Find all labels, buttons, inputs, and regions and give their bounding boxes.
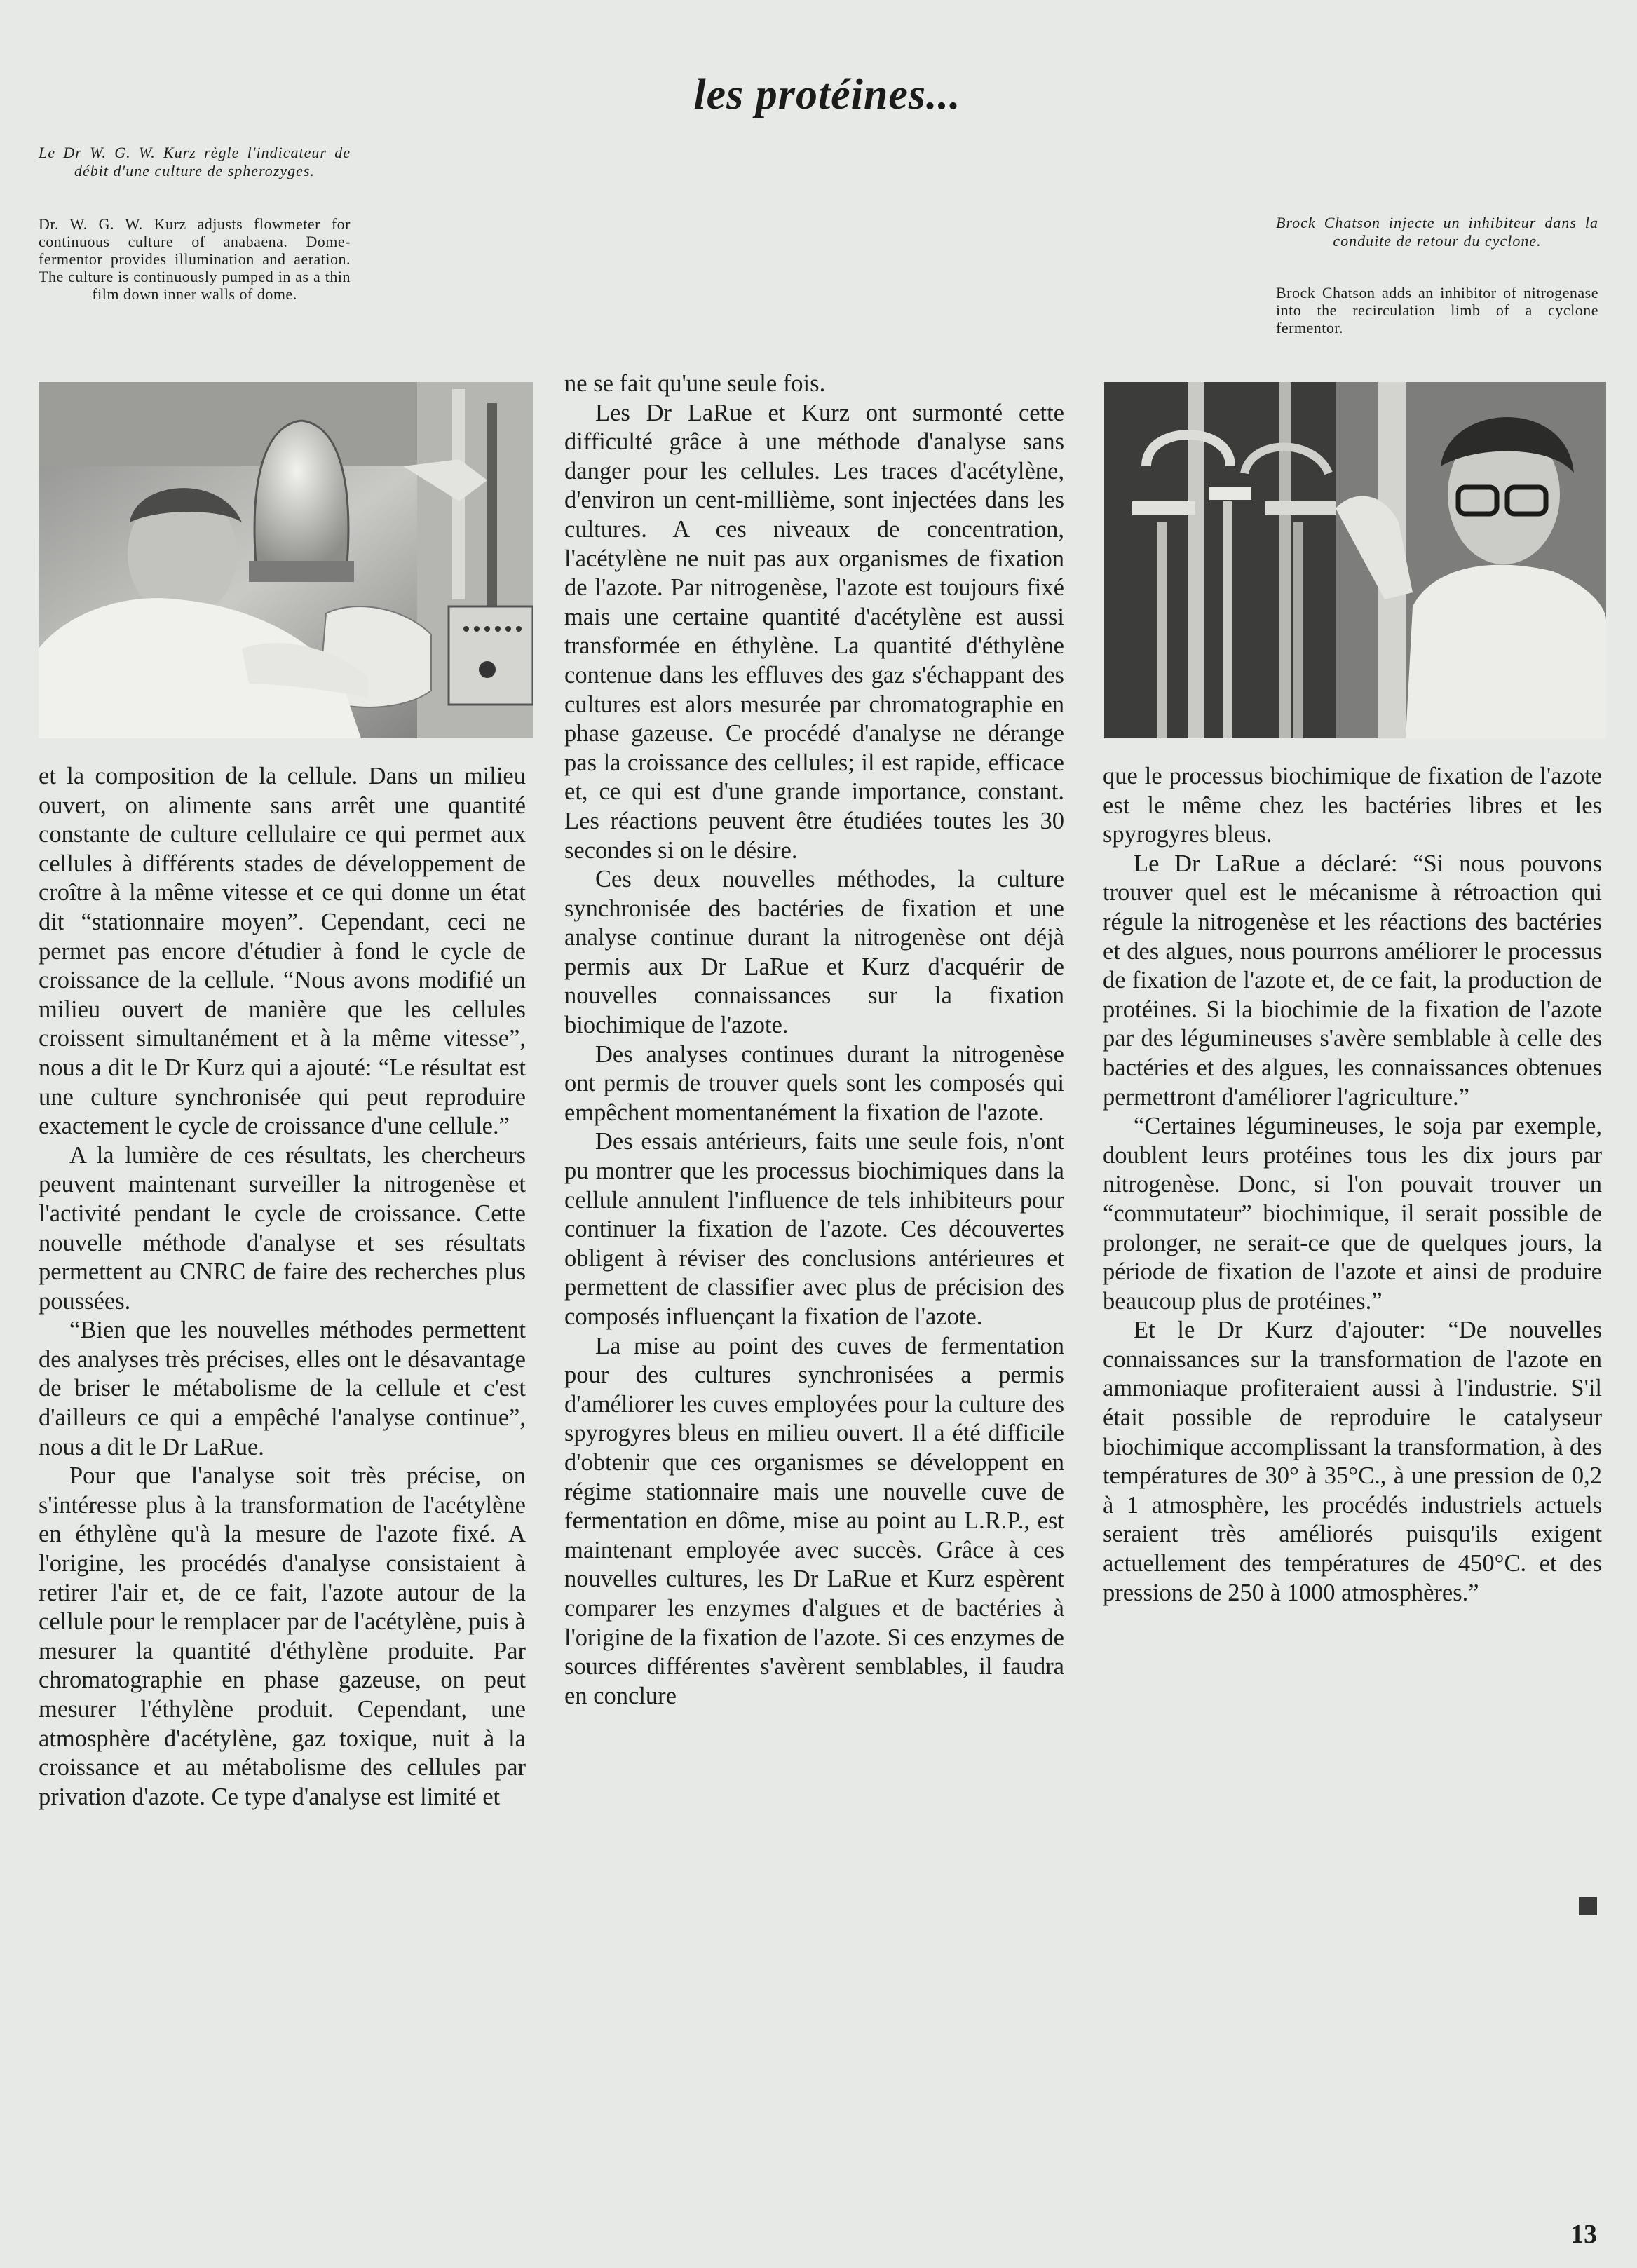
photo-chatson-cyclone-image <box>1104 382 1606 738</box>
photo-kurz-fermentor-image <box>39 382 533 738</box>
page-number: 13 <box>1570 2220 1597 2249</box>
end-of-article-mark <box>1579 1897 1597 1915</box>
photo-kurz-fermentor <box>39 382 533 738</box>
photo-caption-left-fr: Le Dr W. G. W. Kurz règle l'indicateur de débit d'une culture de spherozyges. <box>39 144 351 179</box>
paragraph: que le processus biochimique de fixation de l'azote est le même chez les bactéries libres et les spyrogyres bleus. <box>1103 763 1602 848</box>
paragraph: et la composition de la cellule. Dans un milieu ouvert, on alimente sans arrêt une quantité constante de culture cellulaire ce qui permet aux cellules à différents stades de développement de croître à la même vitesse et ce qui donne un état dit “stationnaire moyen”. Cependant, ceci ne permet pas encore d'étudier à fond le cycle de croissance de la cellule. “Nous avons modifié un milieu ouvert de manière que les cellules croissent simultanément et à la même vitesse”, nous a dit le Dr Kurz qui a ajouté: “Le résultat est une culture synchronisée qui peut reproduire exactement le cycle de croissance d'une cellule.” <box>39 763 526 1140</box>
photo-caption-right-en: Brock Chatson adds an inhibitor of nitrogenase into the recirculation limb of a cyclone fermentor. <box>1276 284 1598 337</box>
article-column-2 <box>564 369 1064 1711</box>
page-title: les protéines... <box>693 71 961 118</box>
paragraph: Pour que l'analyse soit très précise, on s'intéresse plus à la transformation de l'acétylène en éthylène qu'à la mesure de l'azote fixé. A l'origine, les procédés d'analyse consistaient à retirer l'air et, de ce fait, l'azote autour de la cellule pour le remplacer par de l'acétylène, puis à mesurer la quantité d'éthylène produite. Par chromatographie en phase gazeuse, on peut mesurer l'éthylène produit. Cependant, une atmosphère d'acétylène, gaz toxique, nuit à la croissance et au métabolisme des cellules par privation d'azote. Ce type d'analyse est limité et <box>39 1462 526 1810</box>
paragraph: Ces deux nouvelles méthodes, la culture synchronisée des bactéries de fixation et une analyse continue durant la nitrogenèse ont déjà permis aux Dr LaRue et Kurz d'acquérir de nouvelles connaissances sur la fixation biochimique de l'azote. <box>564 866 1064 1039</box>
paragraph: Et le Dr Kurz d'ajouter: “De nouvelles connaissances sur la transformation de l'azote en ammoniaque profiteraient aussi à l'industrie. S'il était possible de reproduire le catalyseur biochimique accomplissant la transformation, à des températures de 30° à 35°C., à une pression de 0,2 à 1 atmosphère, les procédés industriels actuels seraient très améliorés puisqu'ils exigent actuellement des températures de 450°C. et des pressions de 250 à 1000 atmosphères.” <box>1103 1317 1602 1606</box>
paragraph: “Certaines légumineuses, le soja par exemple, doublent leurs protéines tous les dix jours par nitrogenèse. Donc, si l'on pouvait trouver un “commutateur” biochimique, il serait possible de prolonger, ne serait-ce que de quelques jours, la période de fixation de l'azote et ainsi de produire beaucoup plus de protéines.” <box>1103 1113 1602 1315</box>
photo-chatson-cyclone <box>1104 382 1606 738</box>
photo-caption-left-en: Dr. W. G. W. Kurz adjusts flowmeter for continuous culture of anabaena. Dome-fermentor provides illumination and aeration. The culture is continuously pumped in as a thin film down inner walls of dome. <box>39 215 351 303</box>
paragraph: Les Dr LaRue et Kurz ont surmonté cette difficulté grâce à une méthode d'analyse sans danger pour les cellules. Les traces d'acétylène, d'environ un cent-millième, sont injectées dans les cultures. A ces niveaux de concentration, l'acétylène ne nuit pas aux organismes de fixation de l'azote. Par nitrogenèse, l'azote est toujours fixé mais une certaine quantité d'acétylène est aussi transformée en éthylène. La quantité d'éthylène contenue dans les effluves des gaz s'échappant des cultures est alors mesurée par chromatographie en phase gazeuse. Ce procédé d'analyse ne dérange pas la croissance des cellules; il est rapide, efficace et, ce qui est d'une grande importance, constant. Les réactions peuvent être étudiées toutes les 30 secondes si on le désire. <box>564 399 1064 864</box>
paragraph: Des analyses continues durant la nitrogenèse ont permis de trouver quels sont les composés qui empêchent momentanément la fixation de l'azote. <box>564 1040 1064 1126</box>
paragraph: “Bien que les nouvelles méthodes permettent des analyses très précises, elles ont le désavantage de briser le métabolisme de la cellule et c'est d'ailleurs ce qui a empêché l'analyse continue”, nous a dit le Dr LaRue. <box>39 1317 526 1460</box>
paragraph: Des essais antérieurs, faits une seule fois, n'ont pu montrer que les processus biochimiques dans la cellule annulent l'influence de tels inhibiteurs pour continuer la fixation de l'azote. Ces découvertes obligent à réviser des conclusions antérieures et permettent de classifier avec plus de précision des composés influençant la fixation de l'azote. <box>564 1128 1064 1330</box>
paragraph: ne se fait qu'une seule fois. <box>564 370 826 397</box>
article-column-1 <box>39 762 526 1812</box>
photo-caption-right-fr: Brock Chatson injecte un inhibiteur dans la conduite de retour du cyclone. <box>1276 214 1598 250</box>
paragraph: Le Dr LaRue a déclaré: “Si nous pouvons trouver quel est le mécanisme à rétroaction qui régule la nitrogenèse et les réactions des bactéries et des algues, nous pourrons améliorer le processus de fixation de l'azote et, de ce fait, la production de protéines. Si la biochimie de la fixation de l'azote par des légumineuses s'avère semblable à celle des bactéries et des algues, les connaissances obtenues permettront d'améliorer l'agriculture.” <box>1103 850 1602 1111</box>
paragraph: La mise au point des cuves de fermentation pour des cultures synchronisées a permis d'améliorer les cuves employées pour la culture des spyrogyres bleus en milieu ouvert. Il a été difficile d'obtenir que ces organismes se développent en régime stationnaire mais une nouvelle cuve de fermentation en dôme, mise au point au L.R.P., est maintenant employée avec succès. Grâce à ces nouvelles cultures, les Dr LaRue et Kurz espèrent comparer les enzymes d'algues et de bactéries à l'origine de la fixation de l'azote. Si ces enzymes de sources différentes s'avèrent semblables, il faudra en conclure <box>564 1332 1064 1709</box>
article-column-3 <box>1103 762 1602 1608</box>
paragraph: A la lumière de ces résultats, les chercheurs peuvent maintenant surveiller la nitrogenèse et l'activité pendant le cycle de croissance. Cette nouvelle méthode d'analyse et ses résultats permettent au CNRC de faire des recherches plus poussées. <box>39 1141 526 1315</box>
